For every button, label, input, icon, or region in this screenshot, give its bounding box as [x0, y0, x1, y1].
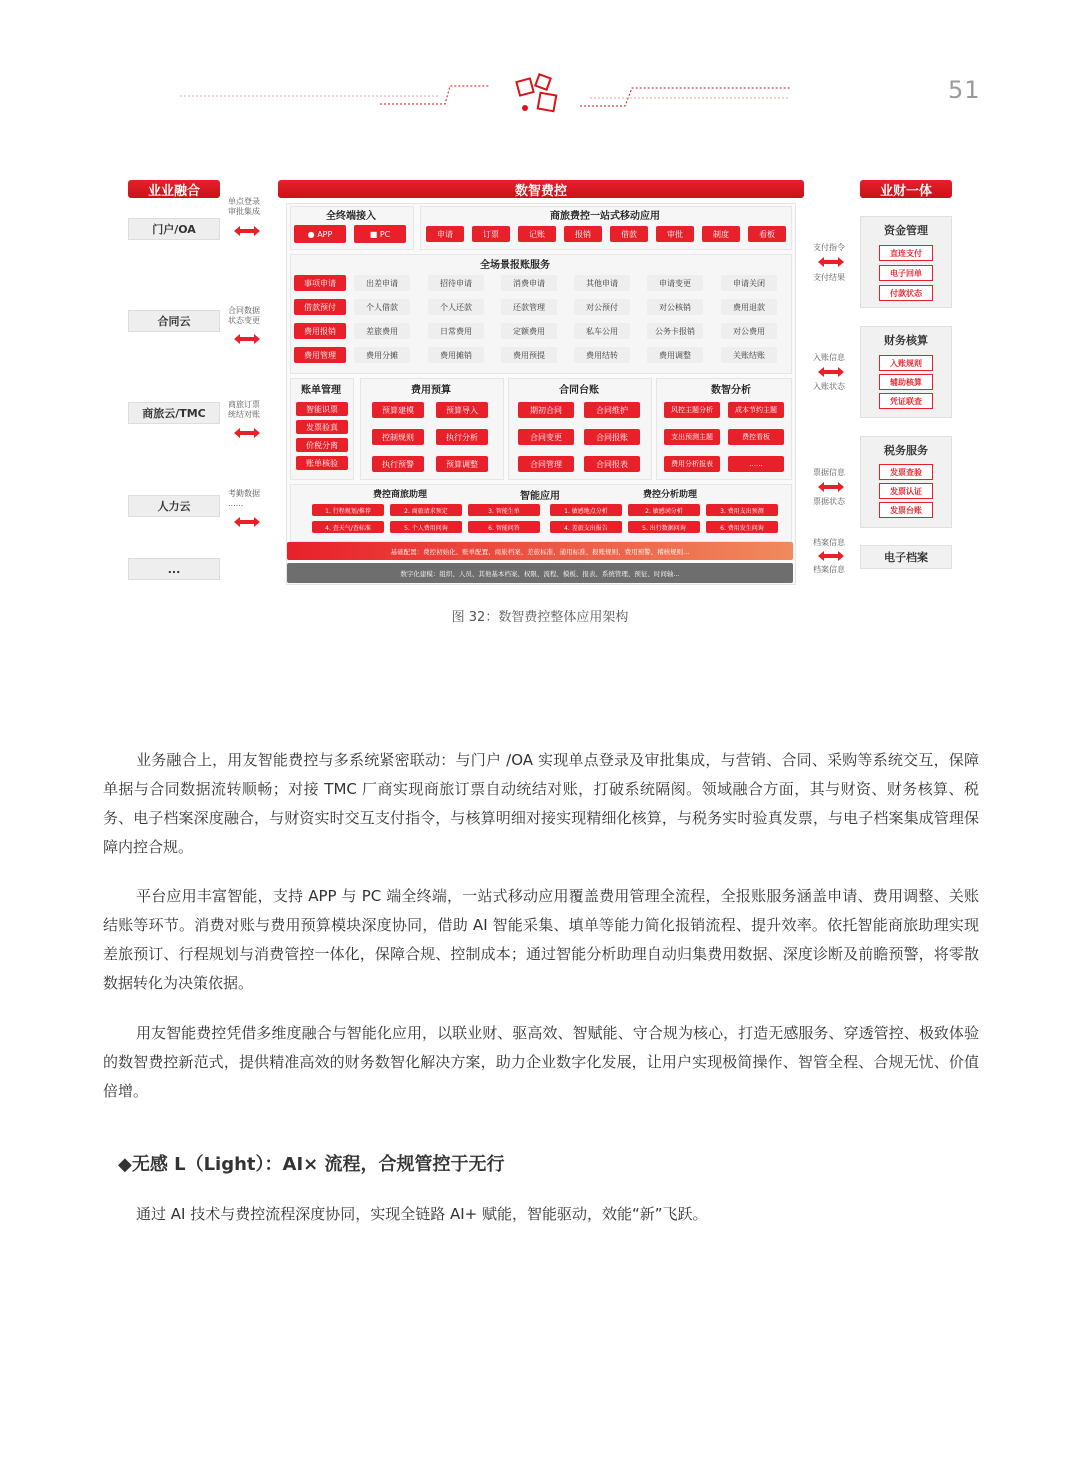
- analysis-item: 费用分析报表: [664, 456, 720, 472]
- bill-item: 账单核验: [296, 456, 348, 470]
- report-cell: 私车公用: [574, 323, 630, 339]
- mobile-item: 借款: [610, 226, 648, 242]
- fund-item: 付款状态: [879, 285, 933, 301]
- mobile-item: 申请: [426, 226, 464, 242]
- report-cell: 关账结账: [721, 347, 777, 363]
- tax-panel: [860, 436, 952, 528]
- budget-item: 执行预警: [372, 456, 424, 472]
- report-cell: 公务卡报销: [647, 323, 703, 339]
- report-cell: 招待申请: [428, 275, 484, 291]
- report-cell: 费用结转: [574, 347, 630, 363]
- accounting-item: 入账规则: [879, 355, 933, 371]
- mobile-item: 订票: [472, 226, 510, 242]
- smart-item: 3. 费用支出预测: [706, 504, 778, 516]
- double-arrow-icon: [818, 367, 844, 377]
- tax-item: 发票查验: [879, 464, 933, 480]
- report-cell: 日常费用: [428, 323, 484, 339]
- right-link-2a: 入账信息: [813, 353, 845, 362]
- smart-item: 4. 查天气/查标准: [312, 521, 384, 533]
- contract-item: 合同报表: [584, 456, 640, 472]
- analysis-title: 数智分析: [711, 385, 751, 396]
- section-heading: ◆无感 L（Light）：AI× 流程，合规管控于无行: [118, 1154, 505, 1175]
- page-number: 51: [948, 76, 981, 104]
- mobile-item: 报销: [564, 226, 602, 242]
- report-head: 事项申请: [294, 275, 346, 291]
- smart-item: 3. 智能生单: [468, 504, 540, 516]
- double-arrow-icon: [234, 428, 260, 438]
- figure-caption: 图 32：数智费控整体应用架构: [451, 610, 629, 625]
- fund-panel: [860, 216, 952, 308]
- fund-item: 电子回单: [879, 265, 933, 281]
- terminal-title: 全终端接入: [326, 211, 376, 222]
- archive-box: 电子档案: [860, 545, 952, 569]
- contract-item: 合同变更: [518, 429, 574, 445]
- smart-item: 1. 敏感地点分析: [550, 504, 622, 516]
- system-contract-cloud: 合同云: [128, 310, 220, 332]
- contract-item: 合同报账: [584, 429, 640, 445]
- double-arrow-icon: [234, 334, 260, 344]
- report-cell: 个人还款: [428, 299, 484, 315]
- architecture-diagram: [0, 0, 1080, 600]
- right-link-4b: 档案信息: [813, 565, 845, 574]
- double-arrow-icon: [818, 551, 844, 561]
- mobile-title: 商旅费控一站式移动应用: [550, 211, 660, 222]
- report-cell: 申请变更: [647, 275, 703, 291]
- report-head: 费用管理: [294, 347, 346, 363]
- report-cell: 费用调整: [647, 347, 703, 363]
- bill-item: 智能识票: [296, 402, 348, 416]
- report-cell: 出差申请: [354, 275, 410, 291]
- report-cell: 费用预提: [501, 347, 557, 363]
- smart-item: 2. 敏感词分析: [628, 504, 700, 516]
- accounting-panel: [860, 326, 952, 418]
- accounting-item: 凭证联查: [879, 393, 933, 409]
- system-more: ...: [128, 558, 220, 580]
- right-title: 业财一体: [860, 180, 952, 198]
- analysis-item: ......: [728, 456, 784, 472]
- paragraph-1: 业务融合上，用友智能费控与多系统紧密联动：与门户 /OA 实现单点登录及审批集成，与营销、合同、采购等系统交互，保障单据与合同数据流转顺畅；对接 TMC 厂商实现商旅订票自动统结对账，打破系统隔阂。领域融合方面，其与财资、财务核算、税务、电子档案深度融合，与财资实时交互支付指令，与核算明细对接实现精细化核算，与税务实时验真发票，与电子档案集成管理保障内控合规。: [103, 751, 979, 856]
- report-head: 借款预付: [294, 299, 346, 315]
- tax-item: 发票台账: [879, 502, 933, 518]
- analysis-item: 风控主题分析: [664, 402, 720, 418]
- budget-item: 预算调整: [436, 456, 488, 472]
- fund-title: 资金管理: [884, 224, 928, 237]
- smart-sub2: 费控分析助理: [642, 490, 697, 500]
- left-link-1: 单点登录 审批集成: [228, 197, 260, 216]
- left-link-2: 合同数据 状态变更: [228, 306, 260, 325]
- contract-item: 期初合同: [518, 402, 574, 418]
- budget-item: 控制规则: [372, 429, 424, 445]
- base-config-bar: 基础配置：费控初始化、账单配置、商旅档案、差旅标准、通用标准、报账规则、费用预警、稽核规则...: [287, 542, 793, 560]
- app-button: ● APP: [294, 225, 346, 243]
- bill-title: 账单管理: [301, 385, 341, 396]
- person-icon: ●: [307, 229, 318, 239]
- right-link-1b: 支付结果: [813, 273, 845, 282]
- paragraph-2: 平台应用丰富智能，支持 APP 与 PC 端全终端，一站式移动应用覆盖费用管理全流程，全报账服务涵盖申请、费用调整、关账结账等环节。消费对账与费用预算模块深度协同，借助 AI 智能采集、填单等能力简化报销流程、提升效率。依托智能商旅助理实现差旅预订、行程规划与消费管控一体化，保障合规、控制成本；通过智能分析助理自动归集费用数据、深度诊断及前瞻预警，将零散数据转化为决策依据。: [103, 887, 979, 992]
- right-link-3b: 票据状态: [813, 497, 845, 506]
- left-link-3: 商旅订票 统结对账: [228, 400, 260, 419]
- report-cell: 消费申请: [501, 275, 557, 291]
- smart-item: 1. 行程规划/推荐: [312, 504, 384, 516]
- report-cell: 对公费用: [721, 323, 777, 339]
- report-cell: 对公预付: [574, 299, 630, 315]
- report-cell: 差旅费用: [354, 323, 410, 339]
- bill-item: 价税分离: [296, 438, 348, 452]
- report-cell: 申请关闭: [721, 275, 777, 291]
- report-cell: 对公核销: [647, 299, 703, 315]
- double-arrow-icon: [234, 226, 260, 236]
- budget-item: 预算导入: [436, 402, 488, 418]
- smart-item: 2. 商旅请求预定: [390, 504, 462, 516]
- right-link-3a: 票据信息: [813, 468, 845, 477]
- left-title: 业业融合: [128, 180, 220, 198]
- contract-title: 合同台账: [559, 385, 599, 396]
- accounting-title: 财务核算: [884, 334, 928, 347]
- right-link-1a: 支付指令: [813, 243, 845, 252]
- double-arrow-icon: [818, 257, 844, 267]
- mobile-item: 记账: [518, 226, 556, 242]
- smart-item: 5. 出行数据问询: [628, 521, 700, 533]
- system-travel-cloud: 商旅云/TMC: [128, 402, 220, 424]
- right-link-4a: 档案信息: [813, 538, 845, 547]
- report-cell: 个人借款: [354, 299, 410, 315]
- fund-item: 直连支付: [879, 245, 933, 261]
- smart-sub1: 费控商旅助理: [372, 490, 427, 500]
- report-title: 全场景报账服务: [480, 260, 550, 271]
- bill-item: 发票验真: [296, 420, 348, 434]
- accounting-item: 辅助核算: [879, 374, 933, 390]
- mobile-item: 审批: [656, 226, 694, 242]
- digital-base-bar: 数字化建模：组织、人员、其他基本档案、权限、流程、模板、报表、系统管理、预征、时间轴...: [287, 563, 793, 583]
- report-cell: 还款管理: [501, 299, 557, 315]
- smart-item: 6. 智能问答: [468, 521, 540, 533]
- report-head: 费用报销: [294, 323, 346, 339]
- report-cell: 其他申请: [574, 275, 630, 291]
- report-cell: 费用退款: [721, 299, 777, 315]
- analysis-item: 支出预测主题: [664, 429, 720, 445]
- smart-item: 4. 差旅支出报告: [550, 521, 622, 533]
- system-portal-oa: 门户/OA: [128, 218, 220, 240]
- section-intro: 通过 AI 技术与费控流程深度协同，实现全链路 AI+ 赋能，智能驱动，效能“新”飞跃。: [136, 1205, 708, 1223]
- report-cell: 定额费用: [501, 323, 557, 339]
- analysis-item: 成本节约主题: [728, 402, 784, 418]
- tax-title: 税务服务: [884, 444, 928, 457]
- budget-item: 执行分析: [436, 429, 488, 445]
- smart-item: 5. 个人费用问询: [390, 521, 462, 533]
- budget-item: 预算建模: [372, 402, 424, 418]
- mobile-item: 制度: [702, 226, 740, 242]
- system-hr-cloud: 人力云: [128, 495, 220, 517]
- pc-button: ■ PC: [354, 225, 406, 243]
- left-link-4: 考勤数据 ......: [228, 489, 260, 508]
- report-cell: 费用分摊: [354, 347, 410, 363]
- contract-item: 合同管理: [518, 456, 574, 472]
- double-arrow-icon: [234, 517, 260, 527]
- smart-title: 智能应用: [520, 491, 560, 502]
- smart-item: 6. 费用发生问询: [706, 521, 778, 533]
- tax-item: 发票认证: [879, 483, 933, 499]
- report-cell: 费用摊销: [428, 347, 484, 363]
- right-link-2b: 入账状态: [813, 382, 845, 391]
- analysis-item: 费控看板: [728, 429, 784, 445]
- budget-title: 费用预算: [411, 385, 451, 396]
- contract-item: 合同维护: [584, 402, 640, 418]
- double-arrow-icon: [818, 482, 844, 492]
- mobile-item: 看板: [748, 226, 786, 242]
- center-title: 数智费控: [278, 180, 804, 198]
- paragraph-3: 用友智能费控凭借多维度融合与智能化应用，以联业财、驱高效、智赋能、守合规为核心，打造无感服务、穿透管控、极致体验的数智费控新范式，提供精准高效的财务数智化解决方案，助力企业数字化发展，让用户实现极简操作、智管全程、合规无忧、价值倍增。: [103, 1024, 979, 1100]
- monitor-icon: ■: [369, 229, 380, 239]
